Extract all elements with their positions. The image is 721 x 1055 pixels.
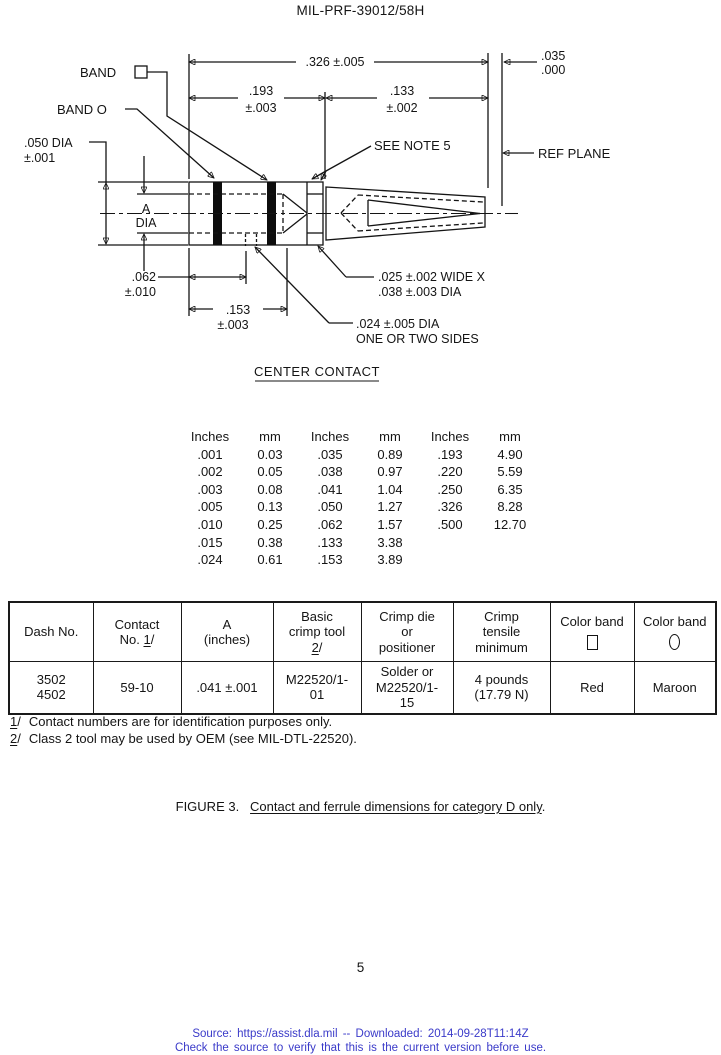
drawing-caption	[254, 364, 380, 381]
dim-035-min: .000	[541, 63, 566, 77]
dimension-193	[189, 84, 325, 115]
conversion-cell	[480, 534, 540, 552]
page-number: 5	[356, 960, 365, 975]
conversion-cell	[420, 551, 480, 569]
conversion-cell: 1.57	[377, 516, 403, 532]
conversion-cell: .153	[317, 552, 343, 568]
ref-plane-label: REF PLANE	[538, 146, 611, 161]
col-header-a-inches: A (inches)	[181, 602, 273, 662]
dimension-062	[125, 270, 246, 299]
conversion-cell: 8.28	[497, 499, 523, 515]
conversion-row	[180, 551, 540, 569]
figure-caption: FIGURE 3. Contact and ferrule dimensions for category D only.	[175, 799, 546, 814]
col-header-dash-no: Dash No.	[9, 602, 93, 662]
conversion-header-row	[180, 428, 540, 446]
conv-header: Inches	[430, 429, 470, 444]
spec-data-row	[9, 662, 716, 714]
conversion-cell	[420, 534, 480, 552]
conversion-row	[180, 516, 540, 534]
dim-062-value: .062	[131, 270, 156, 284]
conversion-cell: .500	[437, 516, 463, 532]
conversion-cell: .038	[317, 464, 343, 480]
groove-width-label: .025 ±.002 WIDE X	[378, 270, 485, 284]
document-title: MIL-PRF-39012/58H	[296, 3, 425, 18]
conversion-cell: .050	[317, 499, 343, 515]
conversion-cell: 3.38	[377, 534, 403, 550]
cell-crimp-tool: M22520/1- 01	[273, 662, 361, 714]
conversion-row	[180, 534, 540, 552]
band-square-label: BAND	[80, 65, 117, 80]
conv-header: Inches	[310, 429, 350, 444]
oval-band-icon	[669, 634, 680, 650]
cell-a-inches: .041 ±.001	[181, 662, 273, 714]
dia-050-tol: ±.001	[24, 151, 56, 165]
cell-crimp-tensile: 4 pounds (17.79 N)	[453, 662, 550, 714]
conversion-cell: 0.08	[257, 481, 283, 497]
spec-header-row	[9, 602, 716, 662]
conv-header: mm	[379, 429, 401, 444]
conversion-cell: .001	[197, 446, 223, 462]
conversion-cell: 0.89	[377, 446, 403, 462]
a-dia-line2: DIA	[135, 216, 157, 230]
hole-dia-label: .024 ±.005 DIA	[356, 317, 440, 331]
conv-header: mm	[499, 429, 521, 444]
conversion-row	[180, 463, 540, 481]
conversion-cell: .024	[197, 552, 223, 568]
conversion-cell: .003	[197, 481, 223, 497]
col-header-contact-no: Contact No. 1/	[93, 602, 181, 662]
center-contact-drawing	[0, 0, 721, 400]
dim-193-value: .193	[248, 84, 274, 98]
dim-133-tol: ±.002	[386, 101, 418, 115]
hole-sides-label: ONE OR TWO SIDES	[356, 332, 479, 346]
conversion-table	[180, 428, 540, 569]
dim-035-max: .035	[541, 49, 566, 63]
conversion-cell: 0.13	[257, 499, 283, 515]
cell-color-band-square: Red	[550, 662, 634, 714]
conversion-cell: 0.25	[257, 516, 283, 532]
band-oval-callout	[57, 102, 214, 178]
col-header-color-band-square: Color band	[550, 602, 634, 662]
conversion-cell: 0.97	[377, 464, 403, 480]
conversion-cell: .193	[437, 446, 463, 462]
footnote-1: 1/ Contact numbers are for identification purposes only.	[10, 714, 333, 729]
conversion-cell: .326	[437, 499, 463, 515]
conv-header: mm	[259, 429, 281, 444]
conversion-cell: .002	[197, 464, 223, 480]
conversion-cell: .005	[197, 499, 223, 515]
conversion-cell: 0.05	[257, 464, 283, 480]
conversion-cell: 0.03	[257, 446, 283, 462]
footer-source-line: Source: https://assist.dla.mil -- Downloaded: 2014-09-28T11:14Z	[192, 1028, 529, 1040]
conversion-cell: 0.38	[257, 534, 283, 550]
cell-crimp-die: Solder or M22520/1- 15	[361, 662, 453, 714]
conversion-cell	[480, 551, 540, 569]
contact-spec-table	[8, 601, 717, 715]
conversion-cell: 1.27	[377, 499, 403, 515]
conversion-cell: 3.89	[377, 552, 403, 568]
conversion-cell: .062	[317, 516, 343, 532]
drawing-caption-text: CENTER CONTACT	[254, 364, 380, 379]
figure-label: FIGURE 3.	[175, 799, 240, 814]
conversion-cell: .015	[197, 534, 223, 550]
cell-dash-no: 3502 4502	[9, 662, 93, 714]
conversion-cell: .010	[197, 516, 223, 532]
band-oval-label: BAND O	[57, 102, 107, 117]
conversion-cell: 5.59	[497, 464, 523, 480]
download-footer	[0, 1028, 721, 1055]
footnote-2: 2/ Class 2 tool may be used by OEM (see MIL-DTL-22520).	[10, 730, 357, 746]
conversion-cell: 6.35	[497, 481, 523, 497]
conversion-cell: .250	[437, 481, 463, 497]
square-band-icon	[587, 635, 598, 650]
conversion-row	[180, 446, 540, 464]
dimension-153	[189, 303, 287, 332]
groove-dia-label: .038 ±.003 DIA	[378, 285, 462, 299]
cell-color-band-oval: Maroon	[634, 662, 716, 714]
conversion-cell: .035	[317, 446, 343, 462]
dia-050-value: .050 DIA	[24, 136, 73, 150]
conversion-cell: .041	[317, 481, 343, 497]
dim-153-tol: ±.003	[217, 318, 249, 332]
see-note-callout	[312, 138, 451, 180]
ref-plane-callout	[503, 146, 611, 161]
figure-caption-text: Contact and ferrule dimensions for category D only	[250, 799, 542, 814]
col-header-crimp-die: Crimp die or positioner	[361, 602, 453, 662]
see-note-label: SEE NOTE 5	[374, 138, 451, 153]
footer-verify-line: Check the source to verify that this is the current version before use.	[174, 1041, 547, 1054]
square-band-icon	[135, 66, 147, 78]
conversion-cell: 12.70	[493, 516, 527, 532]
dimension-050-dia	[24, 136, 106, 244]
conversion-cell: .133	[317, 534, 343, 550]
dim-133-value: .133	[389, 84, 415, 98]
dim-193-tol: ±.003	[245, 101, 277, 115]
conversion-cell: .220	[437, 464, 463, 480]
dimension-326	[189, 55, 488, 69]
a-dia-line1: A	[141, 202, 151, 216]
band-square-callout	[80, 65, 267, 180]
conversion-table-body	[180, 446, 540, 569]
conversion-cell: 4.90	[497, 446, 523, 462]
dim-153-value: .153	[225, 303, 251, 317]
conversion-row	[180, 498, 540, 516]
dimension-035	[504, 49, 565, 77]
dim-062-tol: ±.010	[124, 285, 156, 299]
groove-size-callout	[318, 246, 486, 299]
conversion-cell: 0.61	[257, 552, 283, 568]
col-header-color-band-oval: Color band	[634, 602, 716, 662]
conversion-cell: 1.04	[377, 481, 403, 497]
conv-header: Inches	[190, 429, 230, 444]
cell-contact-no: 59-10	[93, 662, 181, 714]
col-header-crimp-tensile: Crimp tensile minimum	[453, 602, 550, 662]
dim-326-label: .326 ±.005	[305, 55, 365, 69]
dimension-133	[326, 84, 488, 115]
footnotes	[10, 714, 357, 747]
conversion-row	[180, 481, 540, 499]
col-header-crimp-tool: Basic crimp tool 2/	[273, 602, 361, 662]
